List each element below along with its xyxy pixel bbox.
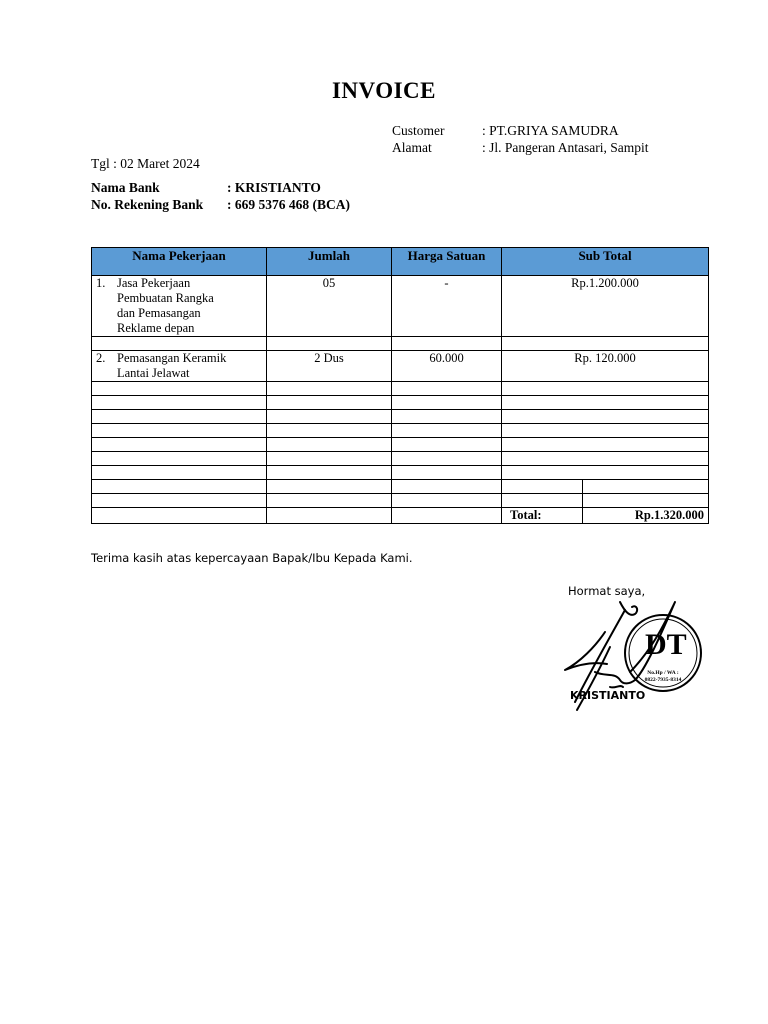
table-row (92, 337, 709, 351)
item-desc-line: Jasa Pekerjaan (117, 276, 191, 290)
total-label: Total: (502, 508, 583, 524)
item-subtotal: Rp. 120.000 (502, 351, 709, 382)
item-quantity: 2 Dus (267, 351, 392, 382)
table-row (92, 438, 709, 452)
table-row (92, 396, 709, 410)
bank-account-value: : 669 5376 468 (BCA) (227, 197, 350, 212)
item-desc-line: Pembuatan Rangka (117, 291, 214, 305)
table-row (92, 466, 709, 480)
invoice-title: INVOICE (331, 78, 436, 103)
header-job-name: Nama Pekerjaan (92, 248, 267, 276)
header-quantity: Jumlah (267, 248, 392, 276)
address-label: Alamat (392, 140, 432, 155)
item-desc-line: Lantai Jelawat (117, 366, 190, 380)
table-row (92, 494, 709, 508)
item-unit-price: 60.000 (392, 351, 502, 382)
table-row (92, 410, 709, 424)
bank-name-label: Nama Bank (91, 180, 160, 195)
table-row (92, 452, 709, 466)
header-subtotal: Sub Total (502, 248, 709, 276)
table-row (92, 276, 709, 337)
item-desc-line: dan Pemasangan (117, 306, 201, 320)
table-row (92, 480, 709, 494)
bank-name-value: : KRISTIANTO (227, 180, 321, 195)
table-row (92, 382, 709, 396)
table-row (92, 424, 709, 438)
address-value: : Jl. Pangeran Antasari, Sampit (482, 140, 649, 155)
item-quantity: 05 (267, 276, 392, 337)
header-unit-price: Harga Satuan (392, 248, 502, 276)
table-header-row (92, 248, 709, 276)
stamp-line-1: No.Hp / WA : (647, 670, 679, 676)
item-desc-line: Pemasangan Keramik (117, 351, 227, 365)
customer-label: Customer (392, 123, 445, 138)
item-cell (92, 276, 267, 337)
stamp-initial-d: DT (645, 628, 687, 661)
bank-account-label: No. Rekening Bank (91, 197, 204, 212)
signer-name: KRISTIANTO (570, 689, 646, 702)
closing-greeting: Hormat saya, (568, 584, 646, 598)
total-value: Rp.1.320.000 (583, 508, 709, 524)
item-cell (92, 351, 267, 382)
item-desc-line: Reklame depan (117, 321, 195, 335)
table-row (92, 351, 709, 382)
invoice-table (91, 247, 709, 524)
item-number: 1. (96, 276, 106, 290)
item-subtotal: Rp.1.200.000 (502, 276, 709, 337)
thank-you-note: Terima kasih atas kepercayaan Bapak/Ibu Kepada Kami. (91, 551, 413, 565)
item-unit-price: - (392, 276, 502, 337)
customer-value: : PT.GRIYA SAMUDRA (482, 123, 619, 138)
item-number: 2. (96, 351, 106, 365)
invoice-date: Tgl : 02 Maret 2024 (91, 156, 200, 171)
stamp-line-2: 0822-7935-8314 (644, 677, 682, 683)
total-row (92, 508, 709, 524)
